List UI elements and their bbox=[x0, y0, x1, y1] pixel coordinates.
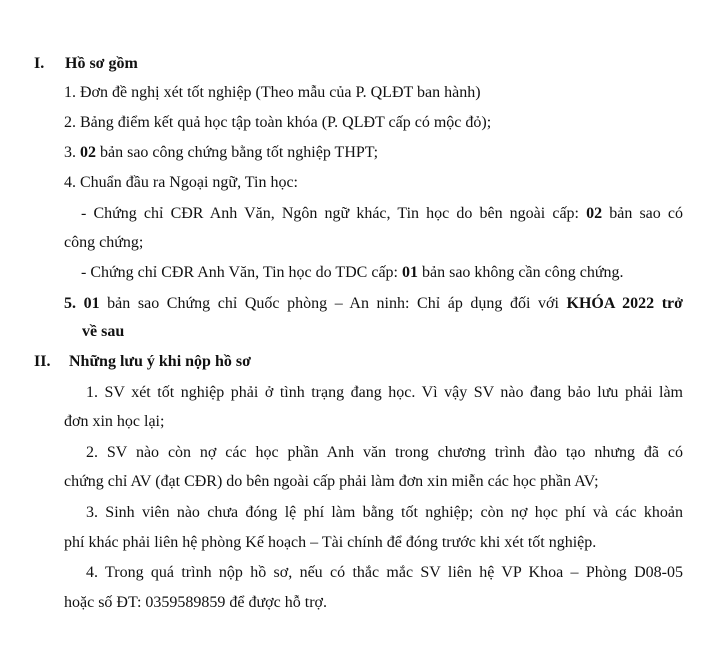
section-1-heading bbox=[34, 54, 138, 74]
section-2-title: Những lưu ý khi nộp hồ sơ bbox=[69, 353, 251, 370]
note-3-line-2: phí khác phải liên hệ phòng Kế hoạch – Tài chính để đóng trước khi xét tốt nghiệp. bbox=[64, 534, 597, 551]
sub-item-1-pre: - Chứng chỉ CĐR Anh Văn, Ngôn ngữ khác, Tin học do bên ngoài cấp: bbox=[81, 205, 587, 222]
sub-item-2-count: 01 bbox=[401, 264, 418, 281]
note-4-line-2: hoặc số ĐT: 0359589859 để được hỗ trợ. bbox=[64, 594, 327, 611]
list-item-3 bbox=[64, 143, 378, 163]
sub-item-1-post: bản sao có bbox=[602, 205, 683, 222]
sub-item-1-continuation: công chứng; bbox=[64, 234, 144, 251]
section-1-title: Hồ sơ gồm bbox=[65, 55, 138, 72]
section-2-numeral: II. bbox=[34, 353, 51, 370]
list-item-2: 2. Bảng điểm kết quả học tập toàn khóa (P. QLĐT cấp có mộc đỏ); bbox=[64, 114, 492, 131]
note-4-line-1: 4. Trong quá trình nộp hồ sơ, nếu có thắc mắc SV liên hệ VP Khoa – Phòng D08-05 bbox=[86, 564, 683, 581]
section-1-numeral: I. bbox=[34, 55, 45, 72]
list-item-5-num: 5. 01 bbox=[64, 295, 100, 312]
list-item-5-cont-text: về sau bbox=[82, 323, 125, 340]
list-item-3-count: 02 bbox=[80, 144, 96, 161]
sub-item-1-count: 02 bbox=[586, 205, 603, 222]
sub-item-2-post: bản sao không cần công chứng. bbox=[417, 264, 624, 281]
note-1-line-1: 1. SV xét tốt nghiệp phải ở tình trạng đang học. Vì vậy SV nào đang bảo lưu phải làm bbox=[86, 384, 683, 401]
list-item-5-text: bản sao Chứng chỉ Quốc phòng – An ninh: Chỉ áp dụng đối với bbox=[99, 295, 567, 312]
sub-item-2 bbox=[81, 263, 624, 283]
list-item-3-text: bản sao công chứng bằng tốt nghiệp THPT; bbox=[96, 144, 379, 161]
note-2-line-1: 2. SV nào còn nợ các học phần Anh văn trong chương trình đào tạo nhưng đã có bbox=[86, 444, 683, 461]
section-2-heading bbox=[34, 352, 251, 372]
note-2-line-2: chứng chỉ AV (đạt CĐR) do bên ngoài cấp phải làm đơn xin miễn các học phần AV; bbox=[64, 473, 599, 490]
sub-item-1 bbox=[81, 204, 683, 224]
note-3-line-1: 3. Sinh viên nào chưa đóng lệ phí làm bằng tốt nghiệp; còn nợ học phí và các khoản bbox=[86, 504, 683, 521]
list-item-1: 1. Đơn đề nghị xét tốt nghiệp (Theo mẫu của P. QLĐT ban hành) bbox=[64, 84, 481, 101]
list-item-4: 4. Chuẩn đầu ra Ngoại ngữ, Tin học: bbox=[64, 174, 298, 191]
note-1-line-2: đơn xin học lại; bbox=[64, 413, 165, 430]
sub-item-2-pre: - Chứng chỉ CĐR Anh Văn, Tin học do TDC cấp: bbox=[81, 264, 402, 281]
list-item-5-emphasis: KHÓA 2022 trở bbox=[566, 295, 684, 312]
list-item-3-num: 3. bbox=[64, 144, 80, 161]
list-item-5 bbox=[64, 294, 683, 314]
list-item-5-continuation bbox=[82, 322, 124, 342]
